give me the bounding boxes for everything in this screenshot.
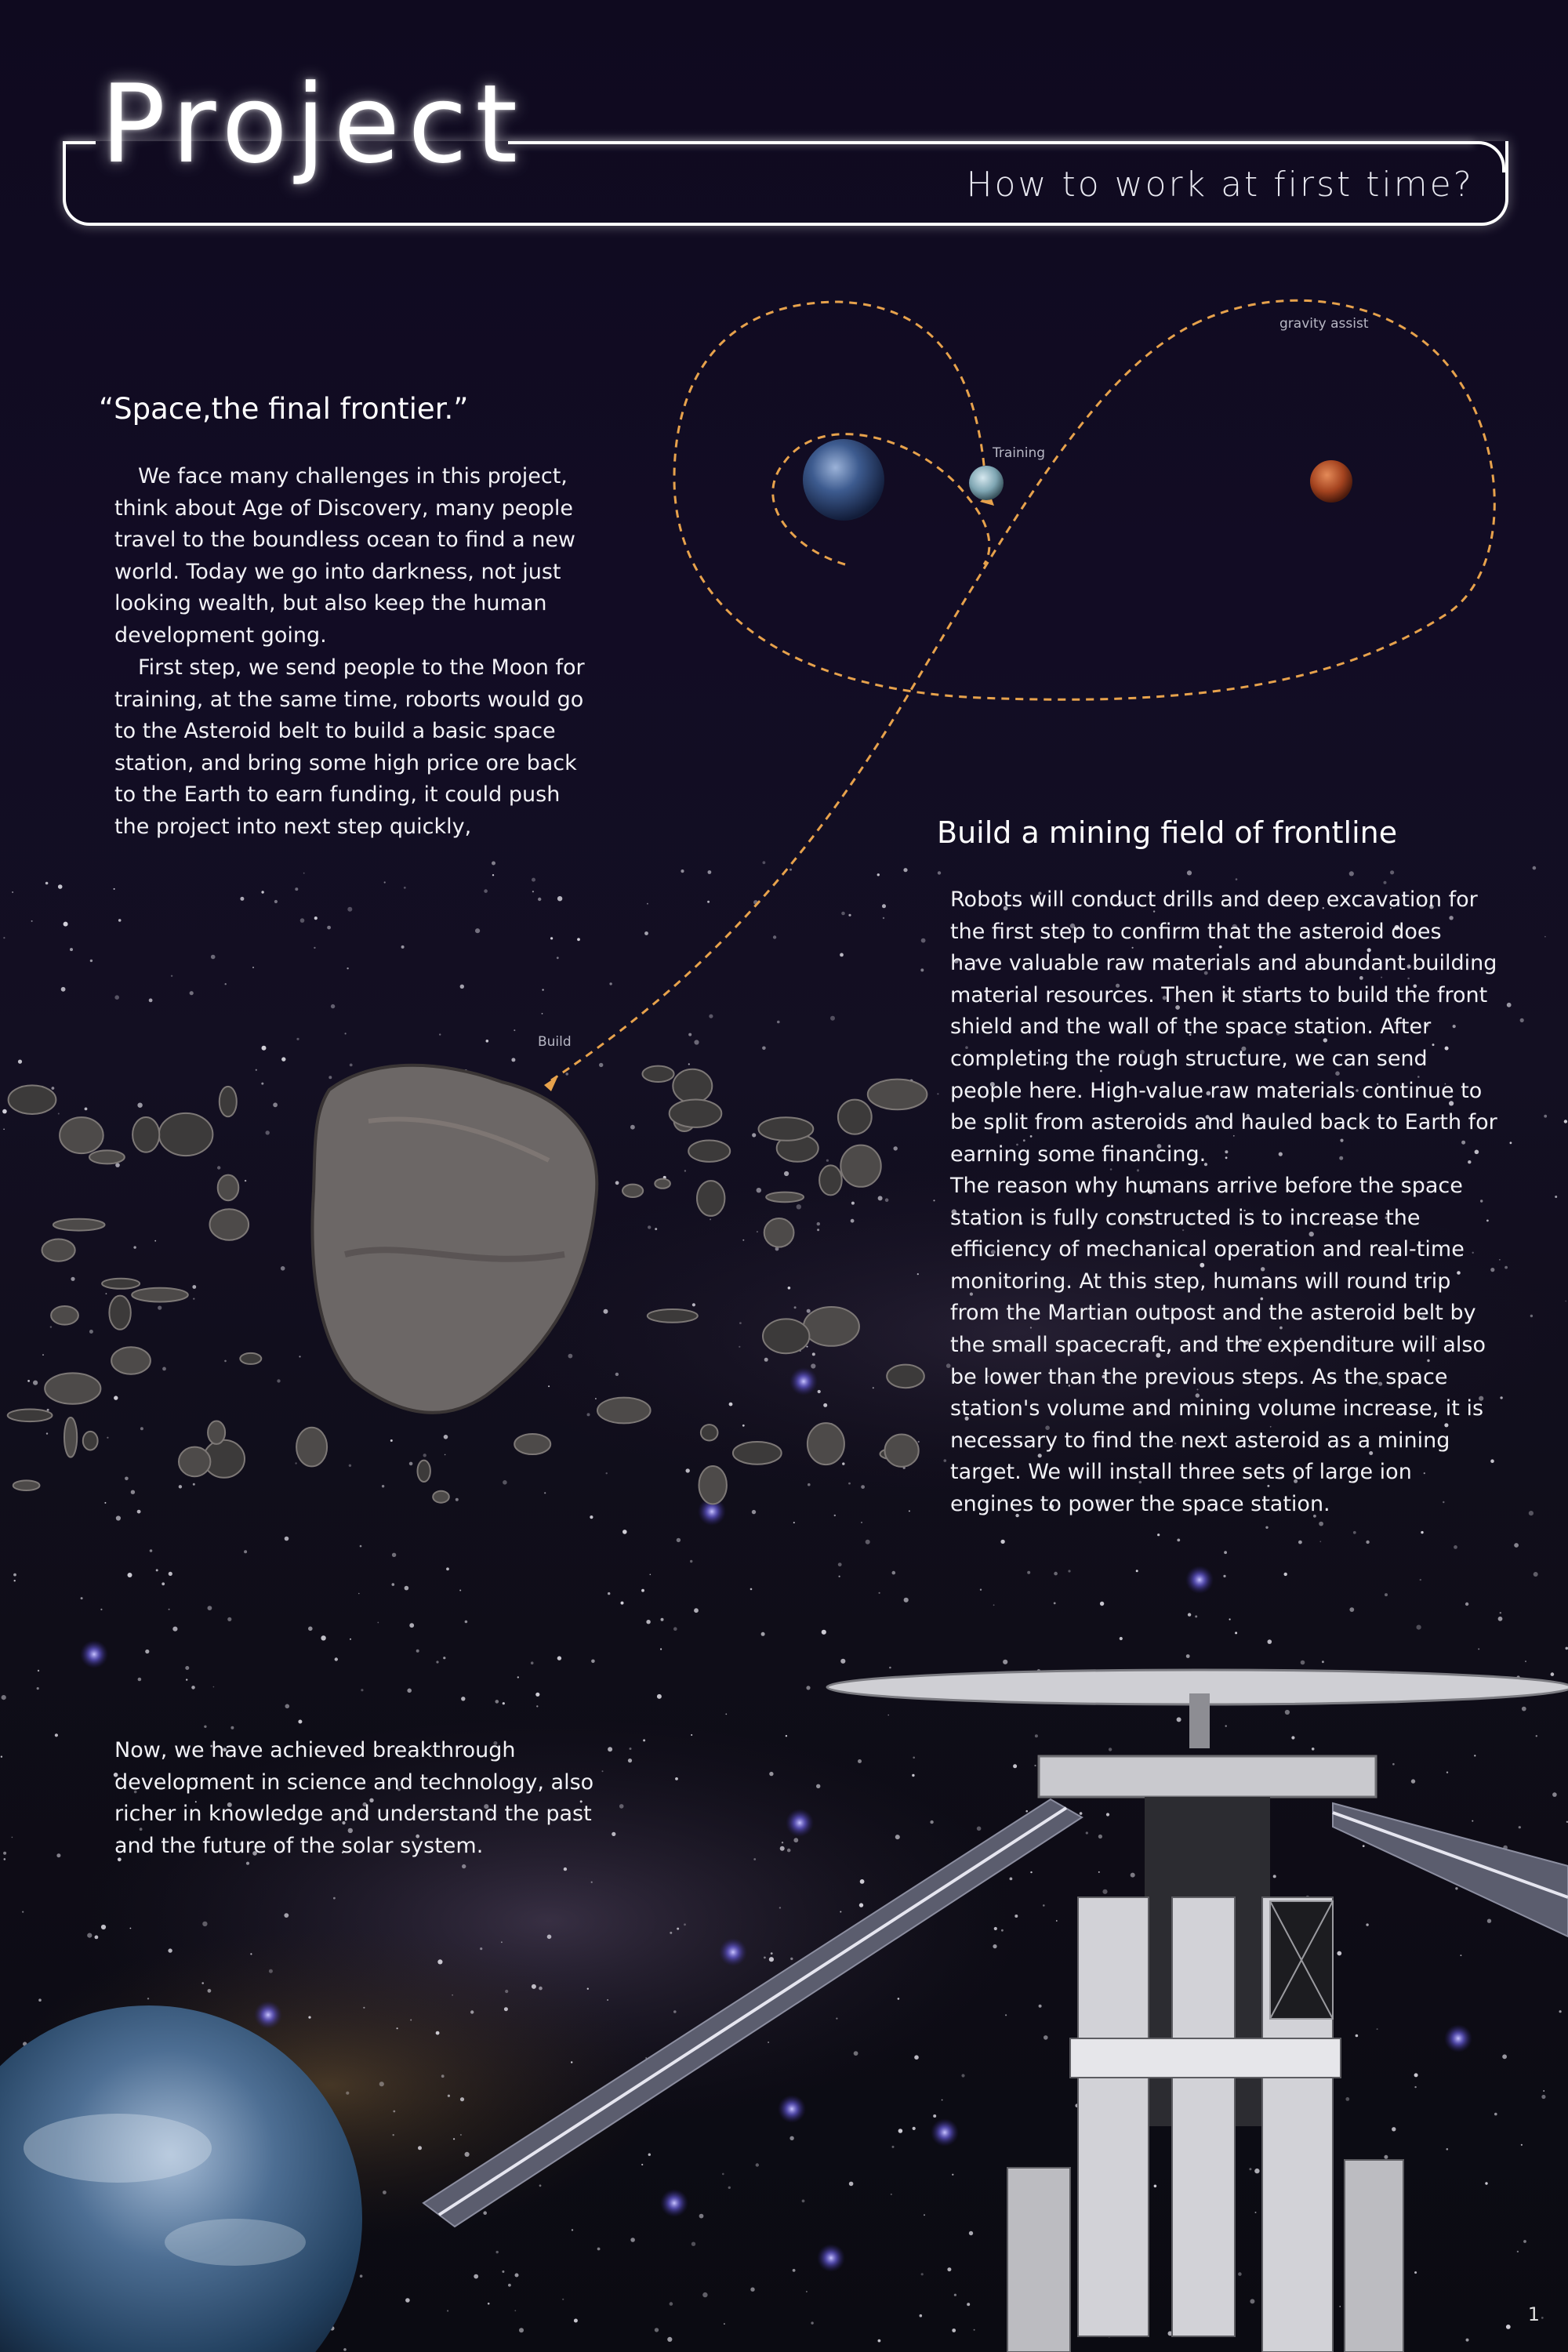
asteroid-rock <box>418 1461 430 1482</box>
moon-icon <box>969 466 1004 500</box>
asteroid-rock <box>132 1288 188 1302</box>
asteroid-rock <box>13 1480 40 1490</box>
asteroid-rock <box>688 1141 730 1162</box>
asteroid-rock <box>45 1373 100 1403</box>
asteroid-rock <box>819 1165 842 1195</box>
header-frame-line <box>63 141 96 144</box>
label-build: Build <box>538 1034 572 1050</box>
asteroid-rock <box>699 1466 727 1504</box>
quote-heading: “Space,the final frontier.” <box>99 392 469 426</box>
mining-paragraph-2: The reason why humans arrive before the space station is fully constructed is to increase the efficiency of mechanical operation and real-time monitoring. At this step, humans will round trip from the Martian outpost and the asteroid belt by the small spacecraft, and the expenditure will also be lower than the previous steps. As the space station's volume and mining volume increase, it is necessary to find the next asteroid as a mining target. We will install three sets of large ion engines to power the space station. <box>950 1174 1486 1516</box>
earth-cloud-icon <box>165 2219 306 2266</box>
asteroid-rock <box>838 1100 872 1134</box>
earth-loop-trajectory <box>674 300 1494 699</box>
asteroid-rock <box>53 1219 105 1231</box>
asteroid-rock <box>642 1066 673 1082</box>
asteroid-rock <box>655 1179 670 1189</box>
asteroid-rock <box>109 1296 130 1330</box>
asteroid-rock <box>840 1145 880 1187</box>
page-subtitle: How to work at first time? <box>966 165 1474 205</box>
asteroid-rock <box>514 1434 550 1454</box>
asteroid-rock <box>8 1410 53 1422</box>
asteroid-rock <box>759 1117 814 1141</box>
asteroid-rock <box>766 1192 804 1203</box>
asteroid-rock <box>597 1398 651 1424</box>
moon-transfer-trajectory <box>773 434 989 564</box>
asteroid-rock <box>296 1428 327 1467</box>
asteroid-rock <box>42 1240 75 1261</box>
asteroid-rock <box>51 1306 78 1325</box>
asteroid-rock <box>622 1185 643 1197</box>
earth-icon <box>803 439 884 521</box>
first-step-paragraph: First step, we send people to the Moon for training, at the same time, roborts would go to the Asteroid belt to build a basic space station, and bring some high price ore back to the Earth to earn funding, it could push the project into next step quickly, <box>114 655 585 839</box>
asteroid-rock <box>89 1150 125 1163</box>
header-frame-line <box>508 141 1474 144</box>
earth-large-icon <box>0 2005 362 2352</box>
label-training: Training <box>993 445 1046 461</box>
label-gravity-assist: gravity assist <box>1279 316 1369 332</box>
page-title: Project <box>100 61 526 187</box>
asteroid-rock <box>208 1421 225 1444</box>
mining-paragraph-1: Robots will conduct drills and deep excavation for the first step to confirm that the asteroid does have valuable raw materials and abundant building material resources. Then it starts to build the front shield and the wall of the space station. After completing the rough structure, we can send people here. High-value raw materials continue to be split from asteroids and hauled back to Earth for earning some financing. <box>950 887 1497 1167</box>
mining-field-heading: Build a mining field of frontline <box>937 815 1398 850</box>
asteroid-rock <box>210 1209 249 1240</box>
arrow-head <box>544 1076 558 1091</box>
asteroid-rock <box>240 1353 261 1364</box>
intro-paragraph: We face many challenges in this project, think about Age of Discovery, many people travel to the boundless ocean to find a new world. Today we go into darkness, not just looking wealth, but also keep the human development going. <box>114 464 576 648</box>
asteroid-rock <box>868 1080 927 1110</box>
asteroid-rock <box>433 1491 449 1503</box>
asteroid-rock <box>9 1085 56 1114</box>
mars-icon <box>1310 460 1352 503</box>
asteroid-large-icon <box>312 1065 597 1413</box>
page-number: 1 <box>1527 2303 1540 2325</box>
asteroid-rock <box>804 1307 859 1346</box>
asteroid-rock <box>179 1447 210 1477</box>
asteroid-rock <box>220 1087 237 1116</box>
asteroid-rock <box>701 1425 718 1440</box>
asteroid-rock <box>887 1365 924 1388</box>
asteroid-rock <box>648 1309 698 1323</box>
asteroid-rock <box>764 1218 794 1247</box>
asteroid-rock <box>763 1319 809 1353</box>
closing-paragraph: Now, we have achieved breakthrough development in science and technology, also richer in knowledge and understand the past and the future of the solar system. <box>114 1738 594 1858</box>
asteroid-rock <box>218 1175 239 1201</box>
asteroid-rock <box>83 1432 98 1450</box>
asteroid-rock <box>60 1117 103 1153</box>
asteroid-rock <box>697 1181 724 1216</box>
asteroid-rock <box>102 1279 140 1289</box>
asteroid-rock <box>111 1347 151 1374</box>
earth-cloud-icon <box>24 2114 212 2183</box>
asteroid-rock <box>808 1423 844 1465</box>
asteroid-rock <box>673 1069 712 1103</box>
asteroid-rock <box>885 1435 919 1467</box>
asteroid-rock <box>132 1117 159 1152</box>
asteroid-rock <box>64 1417 77 1457</box>
asteroid-rock <box>670 1100 722 1127</box>
asteroid-rock <box>159 1113 213 1156</box>
asteroid-rock <box>733 1442 782 1465</box>
